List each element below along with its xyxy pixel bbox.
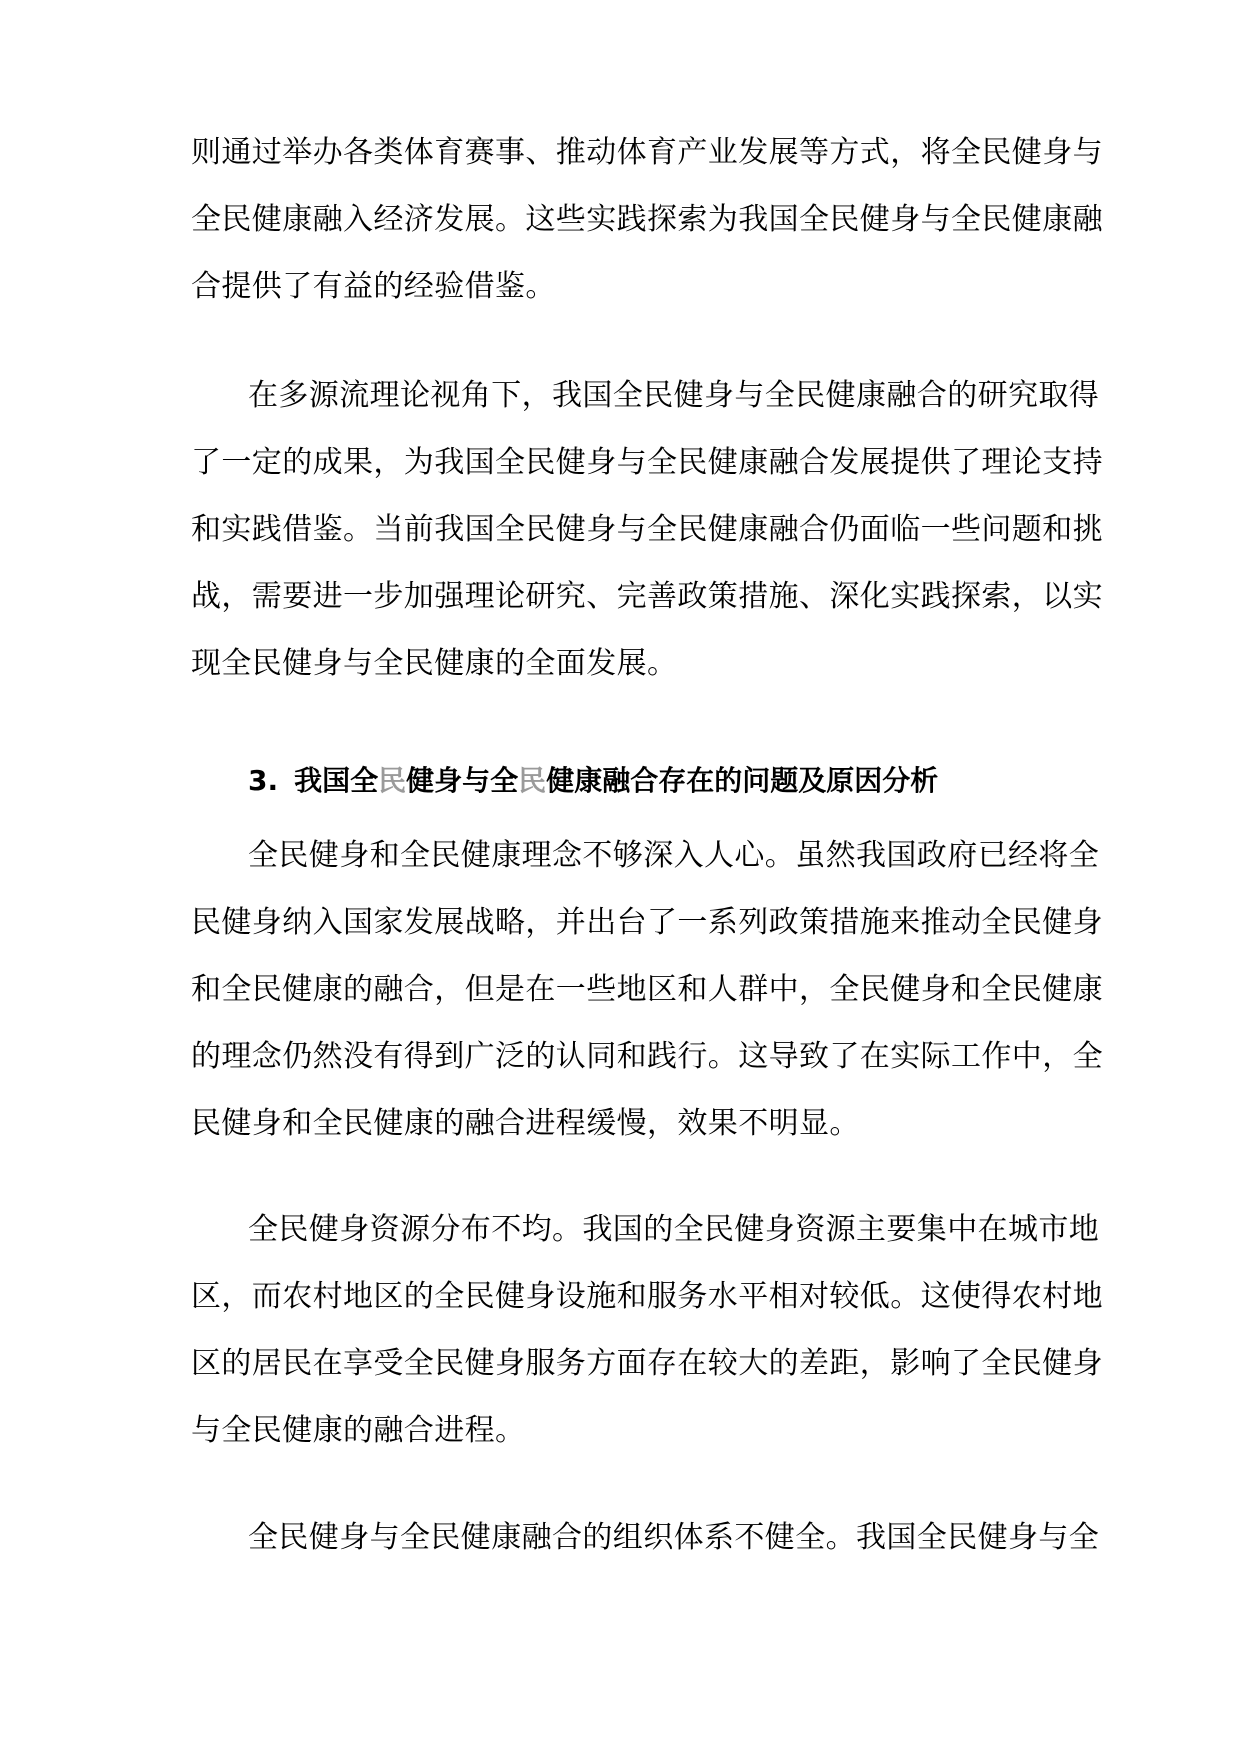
text-line: 合提供了有益的经验借鉴。 [191,269,556,304]
text-line: 战，需要进一步加强理论研究、完善政策措施、深化实践探索，以实 [191,579,1103,614]
section-number: 3. [248,764,279,797]
text-line: 区，而农村地区的全民健身设施和服务水平相对较低。这使得农村地 [191,1279,1103,1314]
heading-text: 健身与全 [406,764,519,797]
text-line: 现全民健身与全民健康的全面发展。 [191,646,678,681]
section-heading [248,761,938,801]
text-line: 则通过举办各类体育赛事、推动体育产业发展等方式，将全民健身与 [191,135,1103,170]
heading-text: 民 [518,764,547,797]
text-line: 与全民健康的融合进程。 [191,1413,526,1448]
text-line: 全民健身与全民健康融合的组织体系不健全。我国全民健身与全 [248,1520,1100,1555]
heading-text: 民 [378,764,407,797]
text-line: 民健身纳入国家发展战略，并出台了一系列政策措施来推动全民健身 [191,905,1103,940]
heading-text: 我国全 [294,764,379,797]
text-line: 全民健身和全民健康理念不够深入人心。虽然我国政府已经将全 [248,838,1100,873]
text-line: 全民健康融入经济发展。这些实践探索为我国全民健身与全民健康融 [191,202,1103,237]
text-line: 和全民健康的融合，但是在一些地区和人群中，全民健身和全民健康 [191,972,1103,1007]
text-line: 在多源流理论视角下，我国全民健身与全民健康融合的研究取得 [248,378,1100,413]
text-line: 的理念仍然没有得到广泛的认同和践行。这导致了在实际工作中，全 [191,1039,1103,1074]
text-line: 全民健身资源分布不均。我国的全民健身资源主要集中在城市地 [248,1212,1100,1247]
text-line: 区的居民在享受全民健身服务方面存在较大的差距，影响了全民健身 [191,1346,1103,1381]
text-line: 民健身和全民健康的融合进程缓慢，效果不明显。 [191,1106,860,1141]
text-line: 了一定的成果，为我国全民健身与全民健康融合发展提供了理论支持 [191,445,1103,480]
heading-text: 健康融合存在的问题及原因分析 [546,764,939,797]
text-line: 和实践借鉴。当前我国全民健身与全民健康融合仍面临一些问题和挑 [191,512,1103,547]
